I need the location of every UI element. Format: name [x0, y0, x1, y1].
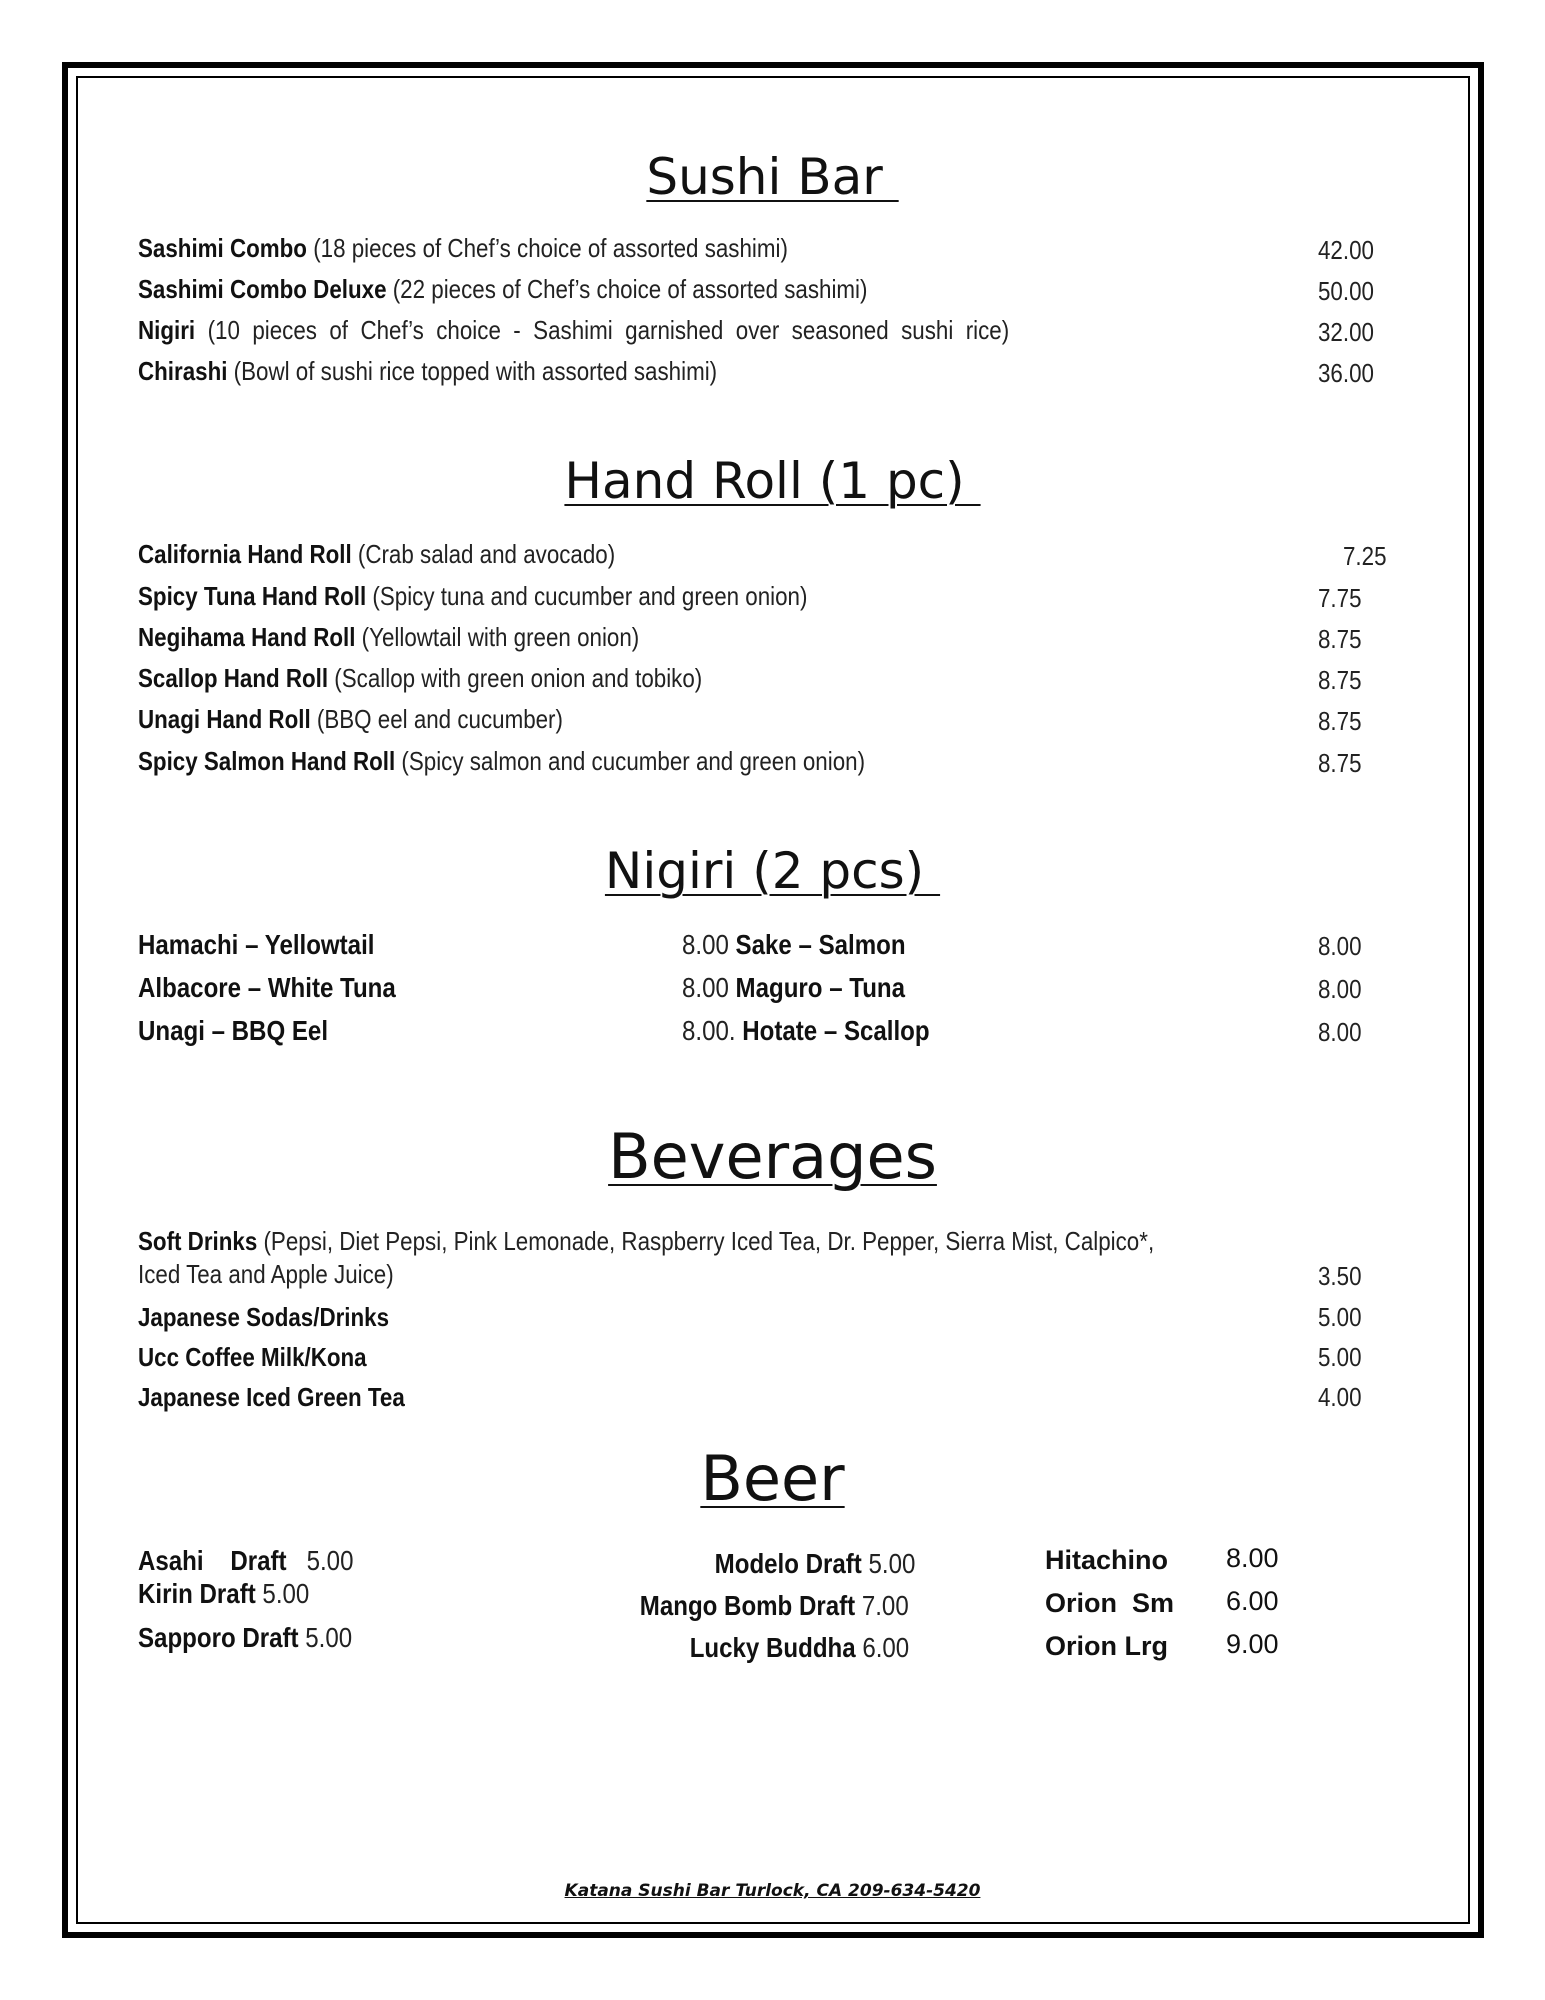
menu-price: 4.00 — [1318, 1382, 1362, 1412]
beer-item: Lucky Buddha 6.00 — [689, 1632, 909, 1663]
menu-item: California Hand Roll (Crab salad and avocado) — [138, 539, 616, 569]
menu-price: 8.75 — [1318, 748, 1362, 778]
menu-price: 8.75 — [1318, 706, 1362, 736]
menu-price: 32.00 — [1318, 317, 1374, 347]
nigiri-left-name: Hamachi – Yellowtail — [138, 929, 375, 960]
menu-price: 5.00 — [1318, 1302, 1362, 1332]
beer-item: Modelo Draft 5.00 — [714, 1548, 915, 1579]
menu-price: 36.00 — [1318, 358, 1374, 388]
menu-item-desc-cont: Iced Tea and Apple Juice) — [138, 1259, 394, 1289]
menu-item: Sashimi Combo (18 pieces of Chef’s choice of assorted sashimi) — [138, 233, 788, 263]
beer-heading: Beer — [700, 1442, 845, 1515]
menu-price: 50.00 — [1318, 276, 1374, 306]
menu-item: Chirashi (Bowl of sushi rice topped with assorted sashimi) — [138, 356, 718, 386]
menu-price: 7.75 — [1318, 583, 1362, 613]
nigiri-heading: Nigiri (2 pcs) — [604, 842, 941, 900]
sushi-bar-heading: Sushi Bar — [646, 148, 899, 206]
beer-item-price: 6.00 — [1226, 1586, 1279, 1616]
menu-item: Sashimi Combo Deluxe (22 pieces of Chef’s choice of assorted sashimi) — [138, 274, 868, 304]
footer-contact: Katana Sushi Bar Turlock, CA 209-634-5420 — [564, 1881, 981, 1901]
menu-item: Unagi Hand Roll (BBQ eel and cucumber) — [138, 704, 563, 734]
menu-price: 3.50 — [1318, 1261, 1362, 1291]
menu-price: 42.00 — [1318, 235, 1374, 265]
beer-item: Kirin Draft 5.00 — [138, 1578, 310, 1609]
beer-item-name: Orion Sm — [1045, 1588, 1175, 1618]
menu-item: Soft Drinks (Pepsi, Diet Pepsi, Pink Lemonade, Raspberry Iced Tea, Dr. Pepper, Sierra Mist, Calpico*, — [138, 1226, 1155, 1256]
beer-item-price: 8.00 — [1226, 1543, 1279, 1573]
nigiri-mid: 8.00 Maguro – Tuna — [682, 972, 906, 1003]
beer-item: Mango Bomb Draft 7.00 — [640, 1590, 909, 1621]
menu-item: Ucc Coffee Milk/Kona — [138, 1342, 367, 1372]
beer-item-price: 9.00 — [1226, 1629, 1279, 1659]
hand-roll-heading: Hand Roll (1 pc) — [564, 452, 981, 510]
nigiri-mid: 8.00 Sake – Salmon — [682, 929, 906, 960]
nigiri-mid: 8.00. Hotate – Scallop — [682, 1015, 930, 1046]
beer-item-name: Hitachino — [1045, 1545, 1169, 1575]
menu-price: 8.75 — [1318, 624, 1362, 654]
menu-price: 5.00 — [1318, 1342, 1362, 1372]
menu-price: 8.00 — [1318, 931, 1362, 961]
menu-item: Negihama Hand Roll (Yellowtail with green onion) — [138, 622, 640, 652]
menu-item: Japanese Iced Green Tea — [138, 1382, 405, 1412]
menu-item: Japanese Sodas/Drinks — [138, 1302, 390, 1332]
beer-item: Asahi Draft 5.00 — [138, 1545, 354, 1576]
menu-item: Nigiri (10 pieces of Chef’s choice - Sashimi garnished over seasoned sushi rice) — [138, 315, 1010, 345]
menu-price: 8.00 — [1318, 1017, 1362, 1047]
beer-item: Sapporo Draft 5.00 — [138, 1622, 353, 1653]
menu-item: Scallop Hand Roll (Scallop with green onion and tobiko) — [138, 663, 703, 693]
beverages-heading: Beverages — [608, 1120, 937, 1193]
menu-price: 7.25 — [1343, 541, 1387, 571]
beer-item-name: Orion Lrg — [1045, 1631, 1168, 1661]
menu-item: Spicy Tuna Hand Roll (Spicy tuna and cucumber and green onion) — [138, 581, 808, 611]
menu-item: Spicy Salmon Hand Roll (Spicy salmon and cucumber and green onion) — [138, 746, 866, 776]
menu-price: 8.00 — [1318, 974, 1362, 1004]
menu-price: 8.75 — [1318, 665, 1362, 695]
nigiri-left-name: Albacore – White Tuna — [138, 972, 396, 1003]
nigiri-left-name: Unagi – BBQ Eel — [138, 1015, 329, 1046]
